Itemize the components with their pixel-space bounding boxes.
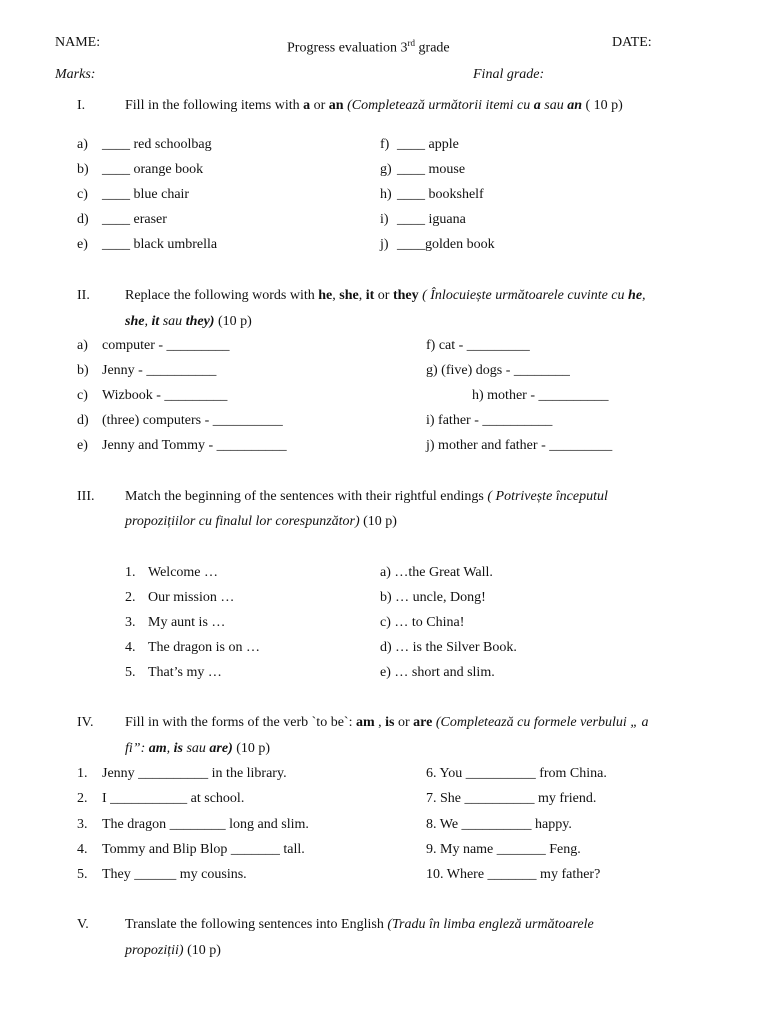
item-text: ____ eraser bbox=[102, 212, 167, 227]
item-text: They ______ my cousins. bbox=[102, 867, 247, 882]
instruction-italic: ( Înlocuiește următoarele cuvinte cu bbox=[418, 288, 629, 303]
instruction-bold-italic: is bbox=[173, 741, 183, 756]
list-item: f) cat - _________ bbox=[426, 338, 530, 353]
list-item: b) … uncle, Dong! bbox=[380, 590, 486, 605]
item-label: 5. bbox=[77, 867, 88, 882]
item-label: 2. bbox=[77, 791, 88, 806]
item-text: Jenny and Tommy - __________ bbox=[102, 438, 287, 453]
item-label: 5. bbox=[125, 665, 136, 680]
item-text: (three) computers - __________ bbox=[102, 413, 283, 428]
instruction-italic: fi”: bbox=[125, 741, 149, 756]
list-item: 8. We __________ happy. bbox=[426, 817, 572, 832]
title-suffix: grade bbox=[415, 40, 450, 56]
instruction-italic: (Completează cu formele verbului „ a bbox=[432, 715, 649, 730]
instruction-italic: sau bbox=[540, 98, 568, 113]
section-4-number: IV. bbox=[77, 715, 94, 730]
page-title bbox=[287, 34, 450, 58]
points-text: (10 p) bbox=[359, 514, 397, 529]
instruction-italic: propoziții) bbox=[125, 943, 184, 958]
final-grade-label: Final grade: bbox=[473, 67, 545, 82]
item-label: b) bbox=[77, 363, 89, 378]
instruction-text: or bbox=[374, 288, 393, 303]
item-text: ____ apple bbox=[397, 137, 459, 152]
instruction-bold: she bbox=[339, 288, 359, 303]
item-text: ____ black umbrella bbox=[102, 237, 218, 252]
title-text: Progress evaluation 3 bbox=[287, 40, 408, 56]
instruction-text: , bbox=[332, 288, 340, 303]
section-2-number: II. bbox=[77, 288, 90, 303]
points-text: (10 p) bbox=[232, 741, 271, 756]
instruction-italic: propozițiilor cu finalul lor corespunzător) bbox=[125, 514, 360, 529]
section-3-instruction bbox=[125, 488, 608, 506]
item-text: Welcome … bbox=[148, 565, 219, 580]
instruction-bold-italic: are) bbox=[209, 741, 233, 756]
instruction-italic: sau bbox=[182, 741, 210, 756]
marks-label: Marks: bbox=[55, 67, 96, 82]
instruction-bold: are bbox=[413, 715, 433, 730]
instruction-bold: they bbox=[392, 288, 419, 303]
item-text: My aunt is … bbox=[148, 615, 226, 630]
item-label: h) bbox=[380, 187, 392, 202]
item-text: ____ blue chair bbox=[102, 187, 190, 202]
list-item: e) … short and slim. bbox=[380, 665, 495, 680]
section-2-instruction-cont bbox=[125, 313, 252, 331]
item-text: I ___________ at school. bbox=[102, 791, 245, 806]
item-label: e) bbox=[77, 237, 88, 252]
item-label: i) bbox=[380, 212, 389, 227]
item-text: Jenny - __________ bbox=[102, 363, 217, 378]
item-label: a) bbox=[77, 137, 88, 152]
item-text: The dragon ________ long and slim. bbox=[102, 817, 309, 832]
item-text: ____golden book bbox=[397, 237, 495, 252]
item-text: The dragon is on … bbox=[148, 640, 260, 655]
section-4-instruction-cont bbox=[125, 740, 270, 758]
instruction-bold: he bbox=[318, 288, 333, 303]
item-label: 2. bbox=[125, 590, 136, 605]
section-5-instruction-cont bbox=[125, 942, 221, 960]
instruction-bold: a bbox=[303, 98, 311, 113]
item-label: e) bbox=[77, 438, 88, 453]
section-1-instruction bbox=[125, 97, 623, 115]
instruction-bold-italic: it bbox=[151, 314, 160, 329]
item-text: Jenny __________ in the library. bbox=[102, 766, 287, 781]
instruction-bold-italic: an bbox=[567, 98, 582, 113]
item-label: d) bbox=[77, 212, 89, 227]
section-3-number: III. bbox=[77, 489, 95, 504]
item-label: 1. bbox=[77, 766, 88, 781]
item-label: 3. bbox=[77, 817, 88, 832]
points-text: ( 10 p) bbox=[582, 98, 623, 113]
instruction-italic: , bbox=[144, 314, 152, 329]
instruction-bold-italic: she bbox=[125, 314, 145, 329]
instruction-bold-italic: am bbox=[148, 741, 167, 756]
instruction-bold: am bbox=[355, 715, 375, 730]
section-1-number: I. bbox=[77, 98, 86, 113]
item-label: 4. bbox=[125, 640, 136, 655]
list-item: a) …the Great Wall. bbox=[380, 565, 493, 580]
instruction-text: or bbox=[394, 715, 414, 730]
list-item: d) … is the Silver Book. bbox=[380, 640, 517, 655]
list-item: c) … to China! bbox=[380, 615, 465, 630]
item-text: That’s my … bbox=[148, 665, 222, 680]
item-text: ____ red schoolbag bbox=[102, 137, 212, 152]
instruction-italic: , bbox=[166, 741, 174, 756]
list-item: 10. Where _______ my father? bbox=[426, 867, 601, 882]
item-label: d) bbox=[77, 413, 89, 428]
item-label: a) bbox=[77, 338, 88, 353]
list-item: g) (five) dogs - ________ bbox=[426, 363, 570, 378]
points-text: (10 p) bbox=[183, 943, 221, 958]
list-item: i) father - __________ bbox=[426, 413, 553, 428]
item-label: 4. bbox=[77, 842, 88, 857]
instruction-text: Translate the following sentences into English bbox=[125, 917, 388, 932]
date-label: DATE: bbox=[612, 35, 652, 50]
list-item: h) mother - __________ bbox=[472, 388, 609, 403]
instruction-text: or bbox=[310, 98, 329, 113]
instruction-text: Fill in with the forms of the verb `to be`: bbox=[125, 715, 356, 730]
list-item: 9. My name _______ Feng. bbox=[426, 842, 581, 857]
item-text: computer - _________ bbox=[102, 338, 230, 353]
instruction-text: Match the beginning of the sentences with their rightful endings bbox=[125, 489, 488, 504]
title-superscript: rd bbox=[407, 38, 416, 48]
instruction-bold-italic: a bbox=[533, 98, 541, 113]
instruction-bold-italic: they) bbox=[185, 314, 215, 329]
section-5-number: V. bbox=[77, 917, 89, 932]
list-item: 6. You __________ from China. bbox=[426, 766, 607, 781]
instruction-italic: sau bbox=[159, 314, 186, 329]
item-label: f) bbox=[380, 137, 390, 152]
item-text: ____ bookshelf bbox=[397, 187, 484, 202]
item-label: 3. bbox=[125, 615, 136, 630]
instruction-bold: an bbox=[328, 98, 344, 113]
item-text: Our mission … bbox=[148, 590, 235, 605]
instruction-text: , bbox=[358, 288, 366, 303]
section-3-instruction-cont bbox=[125, 513, 397, 531]
item-label: c) bbox=[77, 388, 88, 403]
section-4-instruction bbox=[125, 714, 649, 732]
item-label: 1. bbox=[125, 565, 136, 580]
instruction-italic: , bbox=[642, 288, 646, 303]
section-5-instruction bbox=[125, 916, 594, 934]
list-item: 7. She __________ my friend. bbox=[426, 791, 597, 806]
instruction-bold: it bbox=[365, 288, 375, 303]
item-text: Wizbook - _________ bbox=[102, 388, 228, 403]
instruction-italic: (Completează următorii itemi cu bbox=[347, 98, 534, 113]
instruction-bold-italic: he bbox=[628, 288, 643, 303]
instruction-bold: is bbox=[385, 715, 395, 730]
instruction-text: , bbox=[374, 715, 386, 730]
instruction-text: Fill in the following items with bbox=[125, 98, 304, 113]
item-text: ____ orange book bbox=[102, 162, 204, 177]
instruction-italic: (Tradu în limba engleză următoarele bbox=[387, 917, 594, 932]
instruction-italic: ( Potrivește începutul bbox=[487, 489, 608, 504]
item-label: j) bbox=[380, 237, 389, 252]
item-text: Tommy and Blip Blop _______ tall. bbox=[102, 842, 305, 857]
points-text: (10 p) bbox=[214, 314, 252, 329]
instruction-text: Replace the following words with bbox=[125, 288, 319, 303]
item-text: ____ mouse bbox=[397, 162, 466, 177]
section-2-instruction bbox=[125, 287, 646, 305]
item-label: b) bbox=[77, 162, 89, 177]
item-text: ____ iguana bbox=[397, 212, 466, 227]
item-label: c) bbox=[77, 187, 88, 202]
list-item: j) mother and father - _________ bbox=[426, 438, 613, 453]
name-label: NAME: bbox=[55, 35, 101, 50]
item-label: g) bbox=[380, 162, 392, 177]
